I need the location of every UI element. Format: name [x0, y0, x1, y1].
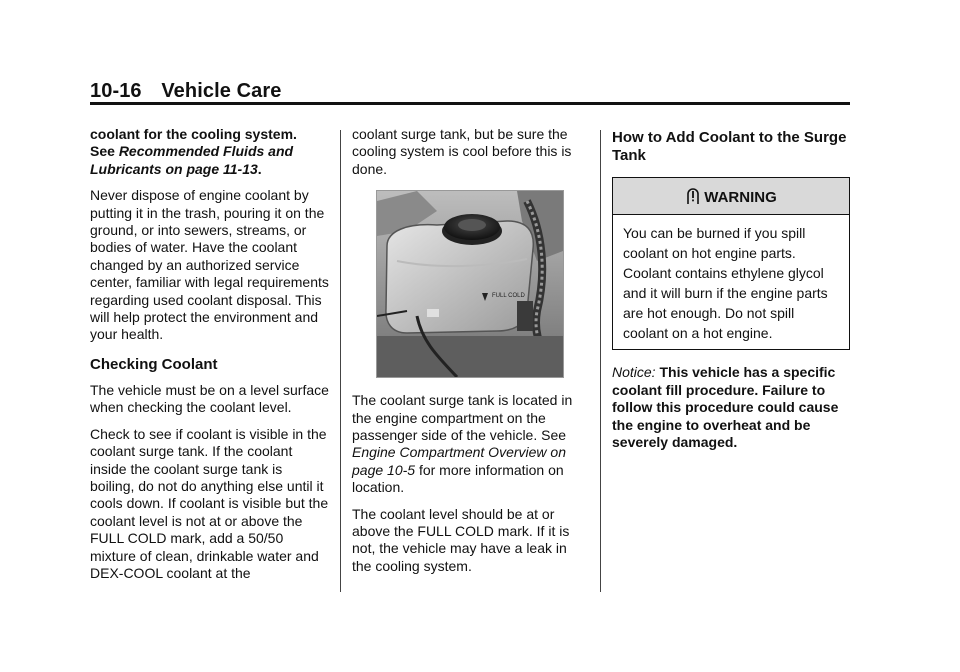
col1-p1-lead: coolant for the cooling system.: [90, 126, 297, 142]
col2-p2-a: The coolant surge tank is located in the engine compartment on the passenger side of the vehicle. See: [352, 392, 573, 444]
col2-p2-b: for more information on location.: [352, 461, 564, 496]
col1-paragraph-1: [90, 126, 330, 178]
col1-p1-end: .: [257, 160, 262, 177]
page-header: [90, 80, 282, 103]
warning-text: You can be burned if you spill coolant on hot engine parts. Coolant contains ethylene glycol and it will burn if the engine parts are hot enough. Do not spill coolant on a hot engine.: [623, 225, 828, 342]
notice-paragraph: [612, 364, 852, 451]
warning-box: [612, 177, 850, 350]
coolant-surge-tank-image: [376, 190, 564, 378]
warning-title: WARNING: [704, 189, 777, 206]
column-1: [90, 126, 330, 591]
col1-paragraph-2: Never dispose of engine coolant by putting it in the trash, pouring it on the ground, or into sewers, streams, or bodies of water. Have the coolant changed by an authorized service center, familiar with legal requirements regarding used coolant disposal. This will help protect the environment and your health.: [90, 187, 329, 343]
recommended-fluids-link[interactable]: Recommended Fluids and Lubricants on page 11-13: [90, 143, 294, 177]
header-rule: [90, 102, 850, 105]
section-title: Vehicle Care: [161, 80, 282, 102]
warning-icon: [685, 187, 701, 205]
col2-paragraph-1: coolant surge tank, but be sure the cooling system is cool before this is done.: [352, 126, 572, 177]
col1-paragraph-4: Check to see if coolant is visible in the coolant surge tank. If the coolant inside the coolant surge tank is boiling, do not do anything else until it cools down. If coolant is visible but the coolant level is not at or above the FULL COLD mark, add a 50/50 mixture of clean, drinkable water and DEX-COOL coolant at the: [90, 425, 329, 581]
checking-coolant-heading: Checking Coolant: [90, 355, 218, 373]
full-cold-label: FULL COLD: [492, 293, 525, 300]
col1-p1-see: See: [90, 143, 115, 160]
add-coolant-heading: How to Add Coolant to the Surge Tank: [612, 129, 847, 164]
column-divider-2: [600, 130, 601, 592]
engine-compartment-link[interactable]: Engine Compartment Overview on page 10-5: [352, 444, 566, 478]
column-2: [352, 126, 590, 584]
column-3: [612, 126, 852, 460]
column-divider-1: [340, 130, 341, 592]
warning-header: [613, 178, 849, 215]
warning-body: [613, 215, 849, 349]
col1-paragraph-3: The vehicle must be on a level surface when checking the coolant level.: [90, 381, 329, 416]
notice-text: This vehicle has a specific coolant fill procedure. Failure to follow this procedure could cause the engine to overheat and be severely damaged.: [612, 364, 839, 451]
page-number: 10-16: [90, 80, 142, 102]
notice-label: Notice:: [612, 364, 656, 381]
col2-paragraph-3: The coolant level should be at or above the FULL COLD mark. If it is not, the vehicle may have a leak in the cooling system.: [352, 505, 570, 574]
col2-paragraph-2: [352, 392, 590, 496]
